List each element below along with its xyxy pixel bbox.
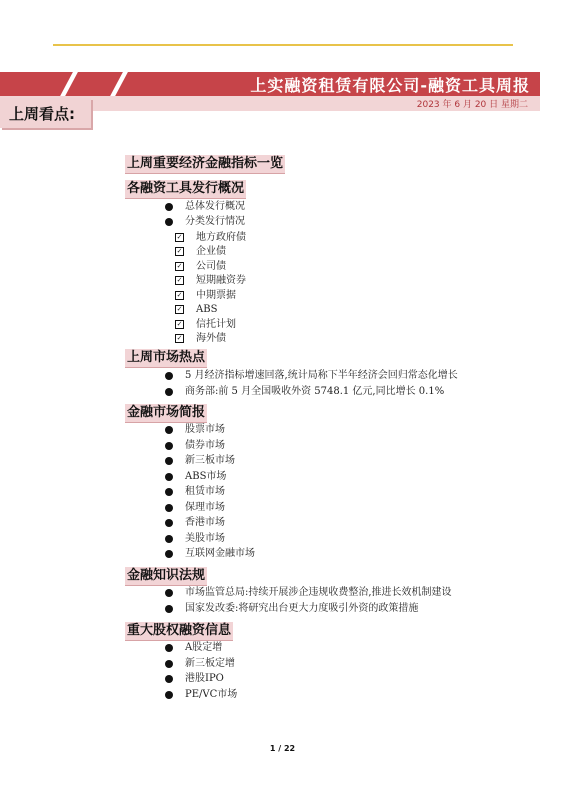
bullet-icon: [165, 473, 173, 481]
section-heading-equity[interactable]: 重大股权融资信息: [125, 622, 233, 641]
bullet-icon: [165, 691, 173, 699]
checkbox-icon: ✓: [176, 233, 183, 241]
header-rule: [53, 44, 513, 46]
report-title: 上实融资租赁有限公司-融资工具周报: [250, 76, 530, 95]
page-number: 1 / 22: [269, 744, 296, 753]
checkbox-icon: ✓: [176, 291, 183, 299]
bullet-icon: [165, 605, 173, 613]
bullet-icon: [165, 504, 173, 512]
section-heading-brief[interactable]: 金融市场简报: [125, 404, 207, 423]
bullet-icon: [165, 589, 173, 597]
bullet-icon: [165, 550, 173, 558]
report-date: 2023 年 6 月 20 日 星期二: [416, 100, 528, 110]
bullet-icon: [165, 372, 173, 380]
bullet-icon: [165, 535, 173, 543]
section-heading-law[interactable]: 金融知识法规: [125, 567, 207, 586]
checkbox-icon: ✓: [176, 262, 183, 270]
bullet-icon: [165, 203, 173, 211]
bullet-icon: [165, 457, 173, 465]
checkbox-icon: ✓: [176, 334, 183, 342]
bullet-icon: [165, 519, 173, 527]
section-heading-issuance[interactable]: 各融资工具发行概况: [125, 180, 246, 199]
bullet-icon: [165, 660, 173, 668]
checkbox-icon: ✓: [176, 276, 183, 284]
bullet-icon: [165, 675, 173, 683]
bullet-icon: [165, 442, 173, 450]
banner-slash-decoration: [57, 72, 80, 96]
bullet-icon: [165, 218, 173, 226]
last-week-tab: [0, 98, 91, 128]
bullet-icon: [165, 488, 173, 496]
section-heading-hot[interactable]: 上周市场热点: [125, 349, 207, 368]
last-week-label: 上周看点:: [9, 105, 75, 123]
section-heading-indicators[interactable]: 上周重要经济金融指标一览: [125, 155, 285, 174]
banner-slash-decoration: [107, 72, 130, 96]
bullet-icon: [165, 388, 173, 396]
checkbox-icon: ✓: [176, 305, 183, 313]
checkbox-icon: ✓: [176, 247, 183, 255]
checkbox-icon: ✓: [176, 320, 183, 328]
bullet-icon: [165, 644, 173, 652]
report-banner: [0, 72, 540, 96]
bullet-icon: [165, 426, 173, 434]
